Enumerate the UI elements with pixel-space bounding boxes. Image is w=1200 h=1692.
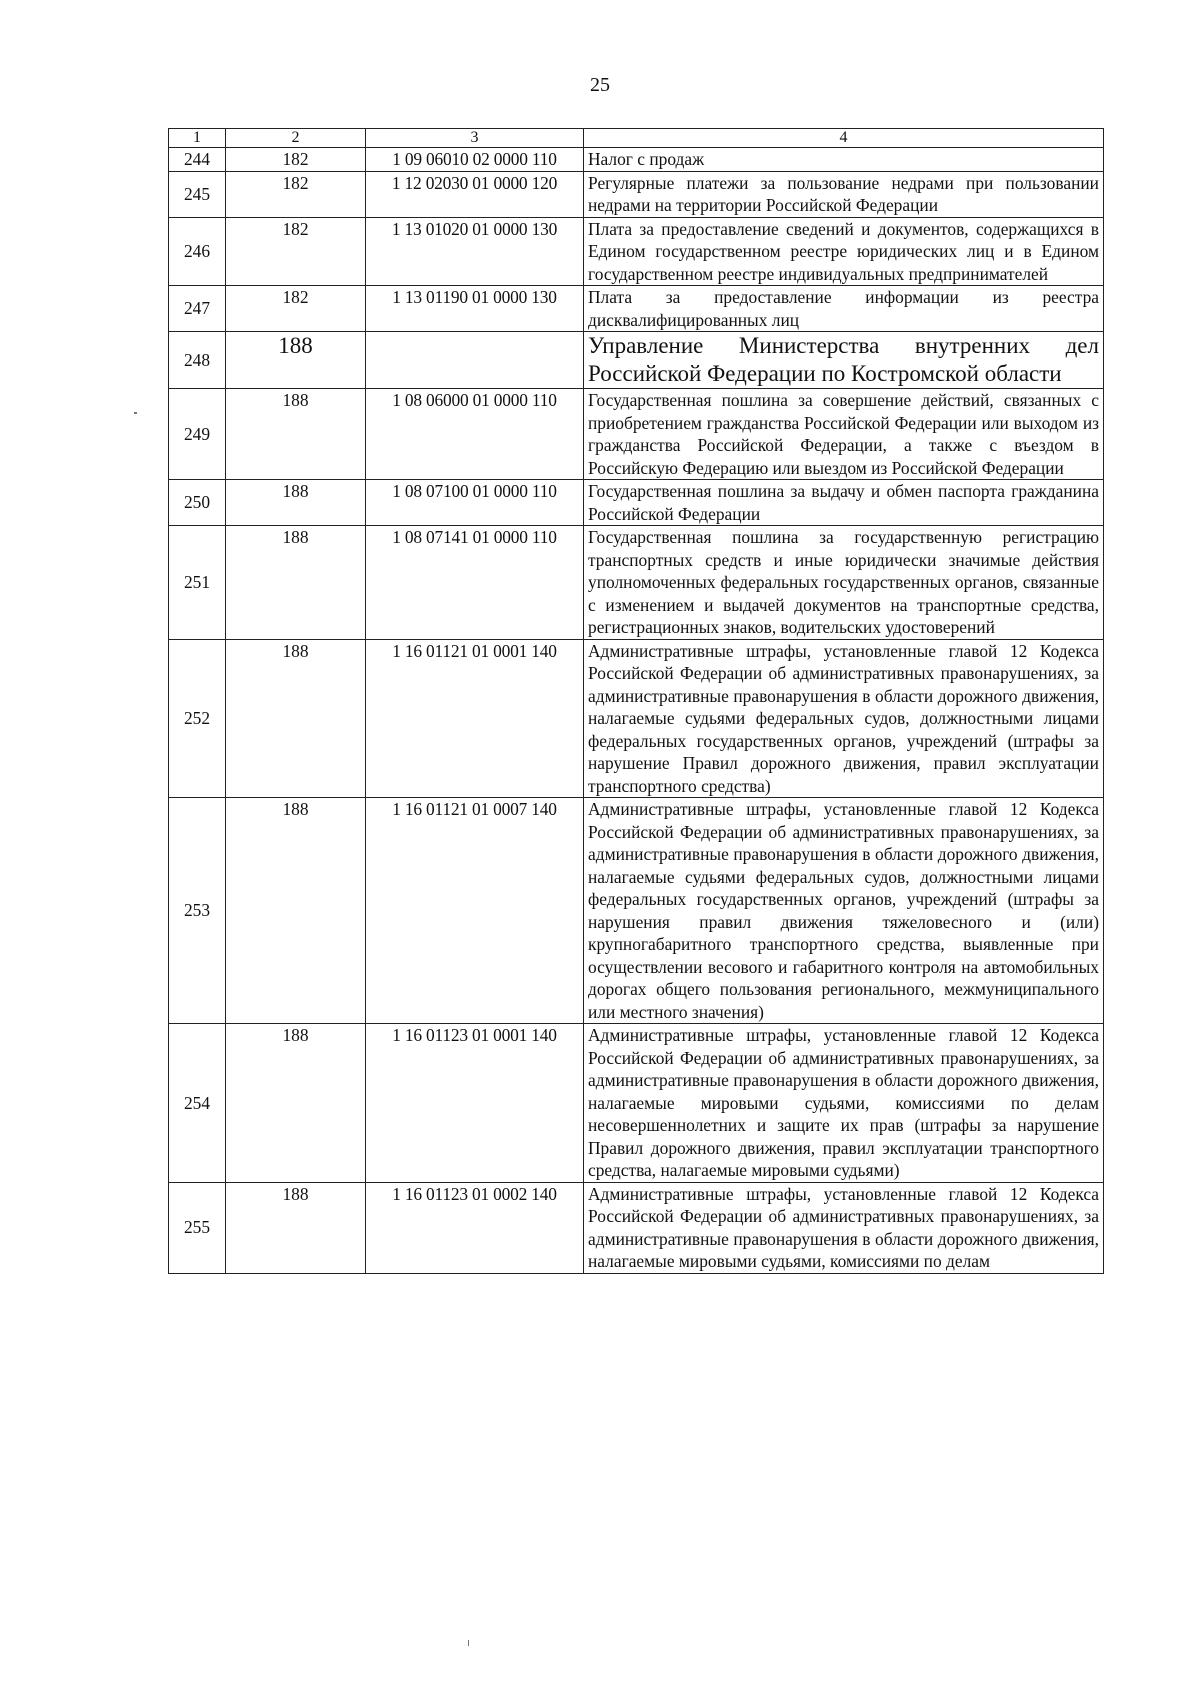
admin-code: 188 bbox=[226, 1024, 366, 1183]
revenue-name: Государственная пошлина за выдачу и обмен паспорта гражданина Российской Федерации bbox=[584, 480, 1104, 526]
row-number: 255 bbox=[169, 1182, 226, 1273]
revenue-name: Государственная пошлина за государственную регистрацию транспортных средств и иные юридически значимые действия уполномоченных федеральных государственных органов, связанные с изменением и выдачей документов на транспортные средства, регистрационных знаков, водительских удостоверений bbox=[584, 526, 1104, 640]
admin-code: 188 bbox=[226, 332, 366, 389]
admin-code: 188 bbox=[226, 480, 366, 526]
admin-code: 182 bbox=[226, 148, 366, 172]
admin-code: 182 bbox=[226, 217, 366, 286]
revenue-name: Налог с продаж bbox=[584, 148, 1104, 172]
row-number: 244 bbox=[169, 148, 226, 172]
table-row bbox=[169, 171, 1104, 217]
table-row bbox=[169, 480, 1104, 526]
header-cell: 1 bbox=[169, 129, 226, 148]
budget-code bbox=[366, 332, 584, 389]
revenue-name: Плата за предоставление сведений и документов, содержащихся в Едином государственном реестре юридических лиц и в Едином государственном реестре индивидуальных предпринимателей bbox=[584, 217, 1104, 286]
page-number: 25 bbox=[590, 74, 610, 96]
row-number: 252 bbox=[169, 639, 226, 798]
table-row bbox=[169, 798, 1104, 1024]
admin-code: 188 bbox=[226, 1182, 366, 1273]
revenue-name: Административные штрафы, установленные главой 12 Кодекса Российской Федерации об административных правонарушениях, за административные правонарушения в области дорожного движения, налагаемые мировыми судьями, комиссиями по делам bbox=[584, 1182, 1104, 1273]
revenue-name: Управление Министерства внутренних дел Российской Федерации по Костромской области bbox=[584, 332, 1104, 389]
header-cell: 4 bbox=[584, 129, 1104, 148]
row-number: 247 bbox=[169, 286, 226, 332]
table-row bbox=[169, 217, 1104, 286]
admin-code: 188 bbox=[226, 526, 366, 640]
admin-code: 182 bbox=[226, 171, 366, 217]
budget-code: 1 16 01121 01 0007 140 bbox=[366, 798, 584, 1024]
budget-code: 1 16 01121 01 0001 140 bbox=[366, 639, 584, 798]
budget-code: 1 16 01123 01 0001 140 bbox=[366, 1024, 584, 1183]
row-number: 250 bbox=[169, 480, 226, 526]
scan-speck bbox=[468, 1640, 469, 1646]
budget-code: 1 13 01190 01 0000 130 bbox=[366, 286, 584, 332]
table-row bbox=[169, 148, 1104, 172]
row-number: 253 bbox=[169, 798, 226, 1024]
revenue-name: Государственная пошлина за совершение действий, связанных с приобретением гражданства Российской Федерации или выходом из гражданства Российской Федерации, а также с въездом в Российскую Федерацию или выездом из Российской Федерации bbox=[584, 389, 1104, 480]
revenue-name: Регулярные платежи за пользование недрами при пользовании недрами на территории Российской Федерации bbox=[584, 171, 1104, 217]
header-cell: 2 bbox=[226, 129, 366, 148]
admin-code: 188 bbox=[226, 798, 366, 1024]
row-number: 254 bbox=[169, 1024, 226, 1183]
table-row bbox=[169, 1182, 1104, 1273]
budget-code: 1 12 02030 01 0000 120 bbox=[366, 171, 584, 217]
budget-code: 1 16 01123 01 0002 140 bbox=[366, 1182, 584, 1273]
table-row bbox=[169, 526, 1104, 640]
revenue-name: Административные штрафы, установленные главой 12 Кодекса Российской Федерации об административных правонарушениях, за административные правонарушения в области дорожного движения, налагаемые судьями федеральных судов, должностными лицами федеральных государственных органов, учреждений (штрафы за нарушения правил движения тяжеловесного и (или) крупногабаритного транспортного средства, выявленные при осуществлении весового и габаритного контроля на автомобильных дорогах общего пользования регионального, межмуниципального или местного значения) bbox=[584, 798, 1104, 1024]
table-row bbox=[169, 332, 1104, 389]
budget-code: 1 08 06000 01 0000 110 bbox=[366, 389, 584, 480]
header-cell: 3 bbox=[366, 129, 584, 148]
table-row bbox=[169, 639, 1104, 798]
revenue-name: Плата за предоставление информации из реестра дисквалифицированных лиц bbox=[584, 286, 1104, 332]
budget-code: 1 08 07100 01 0000 110 bbox=[366, 480, 584, 526]
table-header-row bbox=[169, 129, 1104, 148]
revenue-name: Административные штрафы, установленные главой 12 Кодекса Российской Федерации об административных правонарушениях, за административные правонарушения в области дорожного движения, налагаемые судьями федеральных судов, должностными лицами федеральных государственных органов, учреждений (штрафы за нарушение Правил дорожного движения, правил эксплуатации транспортного средства) bbox=[584, 639, 1104, 798]
row-number: 248 bbox=[169, 332, 226, 389]
revenue-codes-table bbox=[168, 128, 1104, 1274]
row-number: 249 bbox=[169, 389, 226, 480]
scan-speck bbox=[134, 412, 137, 414]
table-row bbox=[169, 1024, 1104, 1183]
budget-code: 1 08 07141 01 0000 110 bbox=[366, 526, 584, 640]
row-number: 251 bbox=[169, 526, 226, 640]
budget-code: 1 13 01020 01 0000 130 bbox=[366, 217, 584, 286]
table-row bbox=[169, 286, 1104, 332]
admin-code: 182 bbox=[226, 286, 366, 332]
budget-code: 1 09 06010 02 0000 110 bbox=[366, 148, 584, 172]
revenue-name: Административные штрафы, установленные главой 12 Кодекса Российской Федерации об административных правонарушениях, за административные правонарушения в области дорожного движения, налагаемые мировыми судьями, комиссиями по делам несовершеннолетних и защите их прав (штрафы за нарушение Правил дорожного движения, правил эксплуатации транспортного средства, налагаемые мировыми судьями) bbox=[584, 1024, 1104, 1183]
admin-code: 188 bbox=[226, 639, 366, 798]
table-row bbox=[169, 389, 1104, 480]
row-number: 246 bbox=[169, 217, 226, 286]
admin-code: 188 bbox=[226, 389, 366, 480]
row-number: 245 bbox=[169, 171, 226, 217]
